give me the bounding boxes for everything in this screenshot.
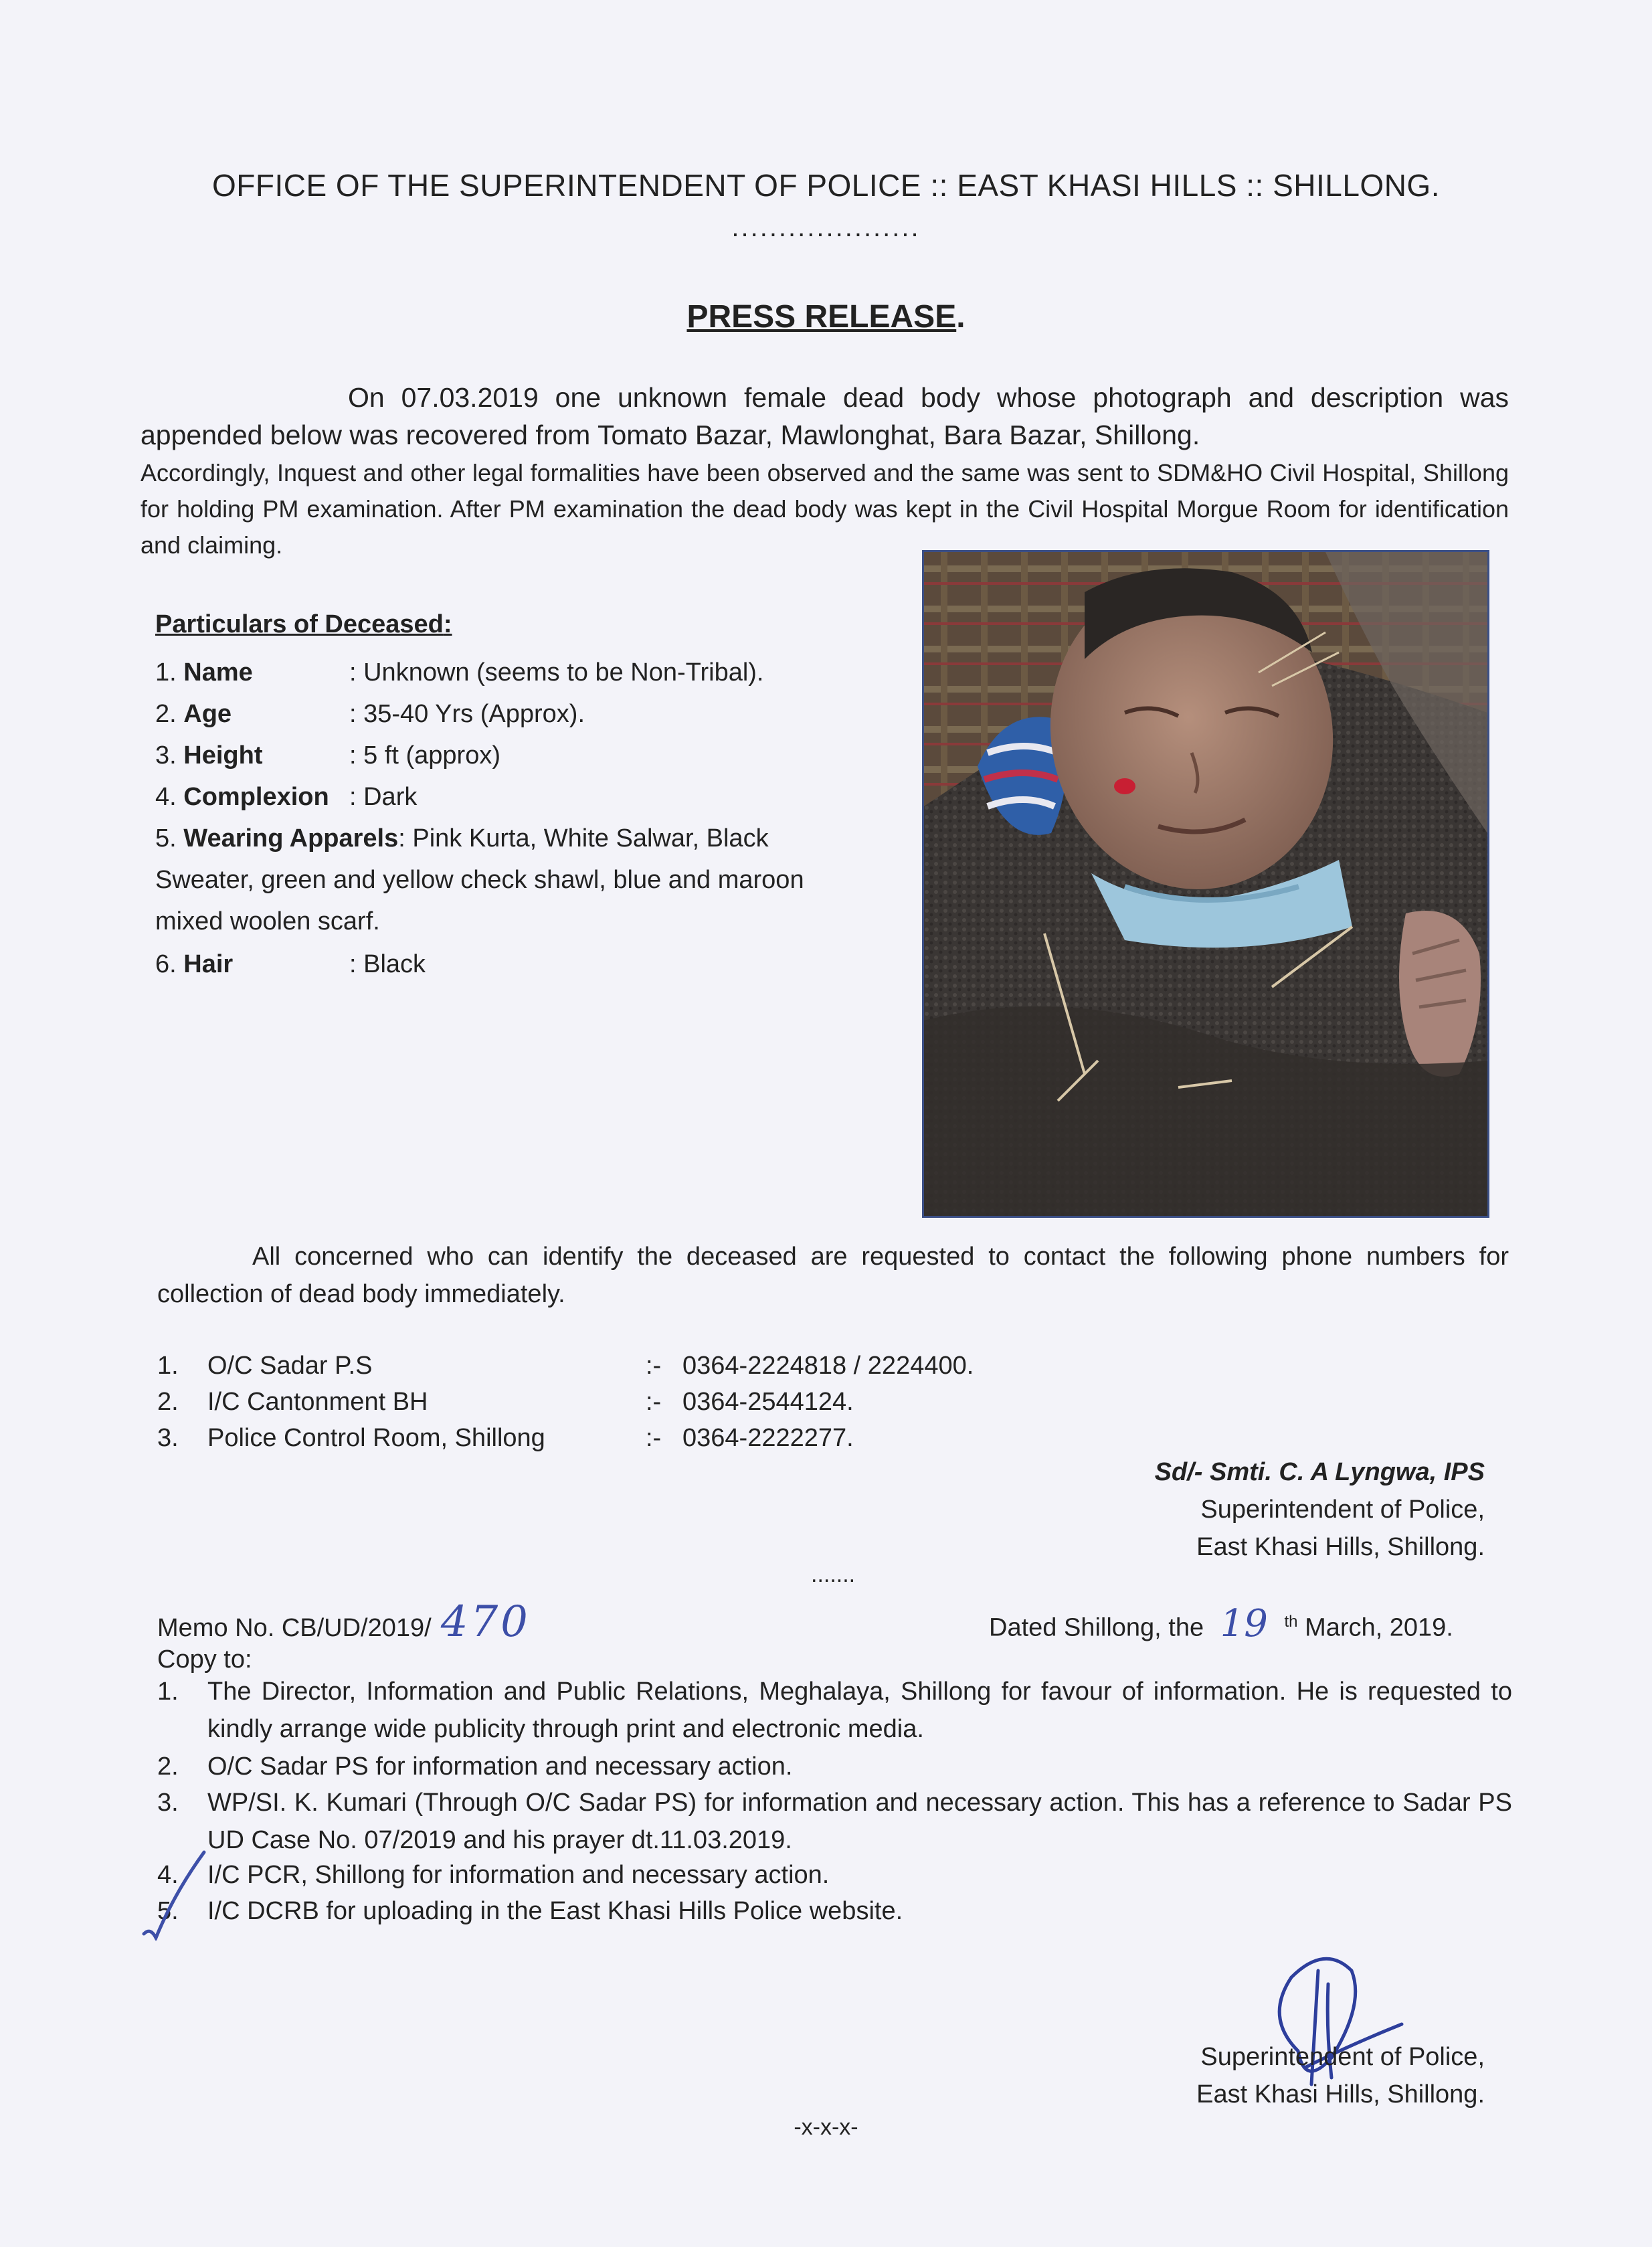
- checkmark-tick-icon: [137, 1847, 211, 1941]
- memo-handwritten-number: 470: [440, 1597, 531, 1647]
- intro-paragraph-1: On 07.03.2019 one unknown female dead body whose photograph and description was appended below was recovered from Tomato Bazar, Mawlonghat, Bara Bazar, Shillong.: [141, 382, 1509, 450]
- particular-number: 3.: [155, 741, 177, 770]
- particular-age: [155, 693, 585, 735]
- contact-row: [157, 1420, 854, 1456]
- deceased-photograph: [922, 550, 1489, 1218]
- particular-wearing-apparels: [155, 818, 864, 942]
- press-release-heading: PRESS RELEASE: [686, 299, 957, 335]
- particulars-heading-text: Particulars of Deceased: [155, 610, 444, 638]
- contact-row: [157, 1348, 974, 1384]
- copy-to-item: [157, 1892, 1512, 1930]
- contact-separator: :-: [646, 1424, 662, 1452]
- copy-to-number: 2.: [157, 1752, 179, 1781]
- particular-number: 6.: [155, 950, 177, 978]
- copy-to-item: [157, 1748, 1512, 1785]
- copy-to-number: 3.: [157, 1789, 179, 1817]
- copy-to-number: 1.: [157, 1678, 179, 1706]
- particular-label: Hair: [183, 950, 234, 978]
- contact-name: I/C Cantonment BH: [207, 1388, 428, 1416]
- signatory-office: East Khasi Hills, Shillong.: [1196, 1533, 1485, 1561]
- particular-label: Complexion: [183, 783, 329, 811]
- title-divider-dots: ....................: [731, 213, 921, 242]
- copy-to-item: [157, 1673, 1512, 1748]
- particular-complexion: [155, 776, 418, 818]
- copy-to-label: Copy to:: [157, 1645, 252, 1674]
- particular-value: : Unknown (seems to be Non-Tribal).: [349, 658, 764, 687]
- signatory-designation: Superintendent of Police,: [1200, 1496, 1485, 1524]
- particular-label: Height: [183, 741, 263, 770]
- copy-to-item: [157, 1856, 1512, 1894]
- particular-label: Name: [183, 658, 253, 687]
- particular-value: : Dark: [349, 783, 418, 811]
- contact-name: Police Control Room, Shillong: [207, 1424, 545, 1452]
- contact-phone: 0364-2544124.: [682, 1388, 854, 1416]
- copy-to-number: 5.: [157, 1897, 179, 1925]
- contact-phone: 0364-2222277.: [682, 1424, 854, 1452]
- document-end-mark: -x-x-x-: [794, 2115, 858, 2140]
- particular-name: [155, 652, 764, 693]
- dated-day-suffix: th: [1284, 1613, 1298, 1631]
- particular-hair: [155, 943, 426, 985]
- particulars-heading: [155, 610, 452, 639]
- copy-to-item: [157, 1784, 1512, 1859]
- memo-divider-dots: .......: [811, 1562, 856, 1587]
- particular-height: [155, 735, 500, 776]
- particular-number: 4.: [155, 783, 177, 811]
- particular-value: : Black: [349, 950, 426, 978]
- press-release-title: [0, 298, 1652, 335]
- intro-paragraph-2: Accordingly, Inquest and other legal formalities have been observed and the same was sent to SDM&HO Civil Hospital, Shillong for holding PM examination. After PM examination the dead body was kept in the Civil Hospital Morgue Room for identification and claiming.: [141, 459, 1509, 559]
- copy-to-text: WP/SI. K. Kumari (Through O/C Sadar PS) for information and necessary action. This has a reference to Sadar PS UD Case No. 07/2019 and his prayer dt.11.03.2019.: [207, 1789, 1512, 1854]
- contact-number: 3.: [157, 1424, 179, 1452]
- contact-name: O/C Sadar P.S: [207, 1352, 373, 1380]
- particular-number: 2.: [155, 700, 177, 728]
- particular-value: : Pink Kurta, White Salwar, Black Sweater, green and yellow check shawl, blue and maroon mixed woolen scarf.: [155, 824, 804, 935]
- dated-handwritten-day: 19: [1220, 1601, 1268, 1645]
- office-title: OFFICE OF THE SUPERINTENDENT OF POLICE :: EAST KHASI HILLS :: SHILLONG.: [211, 168, 1440, 203]
- final-signatory-designation: Superintendent of Police,: [1200, 2043, 1485, 2071]
- contact-number: 2.: [157, 1388, 179, 1416]
- appeal-paragraph: All concerned who can identify the deceased are requested to contact the following phone numbers for collection of dead body immediately.: [157, 1243, 1509, 1308]
- particulars-heading-colon: :: [443, 610, 452, 638]
- memo-prefix: Memo No. CB/UD/2019/: [157, 1614, 432, 1642]
- particular-value: : 35-40 Yrs (Approx).: [349, 700, 585, 728]
- dated-month-year: March, 2019.: [1305, 1613, 1453, 1642]
- contact-number: 1.: [157, 1352, 179, 1380]
- copy-to-text: I/C DCRB for uploading in the East Khasi Hills Police website.: [207, 1897, 903, 1925]
- particular-label: Age: [183, 700, 232, 728]
- particular-label: Wearing Apparels: [183, 824, 399, 852]
- copy-to-text: I/C PCR, Shillong for information and necessary action.: [207, 1861, 830, 1889]
- dated-line: [989, 1603, 1453, 1647]
- particular-number: 5.: [155, 824, 177, 852]
- final-signatory-office: East Khasi Hills, Shillong.: [1196, 2080, 1485, 2108]
- copy-to-text: O/C Sadar PS for information and necessary action.: [207, 1752, 793, 1781]
- press-release-period: .: [956, 299, 966, 335]
- particular-value: : 5 ft (approx): [349, 741, 500, 770]
- contact-separator: :-: [646, 1388, 662, 1416]
- contact-row: [157, 1384, 854, 1420]
- contact-phone: 0364-2224818 / 2224400.: [682, 1352, 974, 1380]
- copy-to-number: 4.: [157, 1861, 179, 1889]
- dated-prefix: Dated Shillong, the: [989, 1613, 1204, 1642]
- signatory-name: Sd/- Smti. C. A Lyngwa, IPS: [1154, 1458, 1485, 1486]
- contact-separator: :-: [646, 1352, 662, 1380]
- particular-number: 1.: [155, 658, 177, 687]
- copy-to-text: The Director, Information and Public Relations, Meghalaya, Shillong for favour of information. He is requested to kindly arrange wide publicity through print and electronic media.: [207, 1678, 1512, 1743]
